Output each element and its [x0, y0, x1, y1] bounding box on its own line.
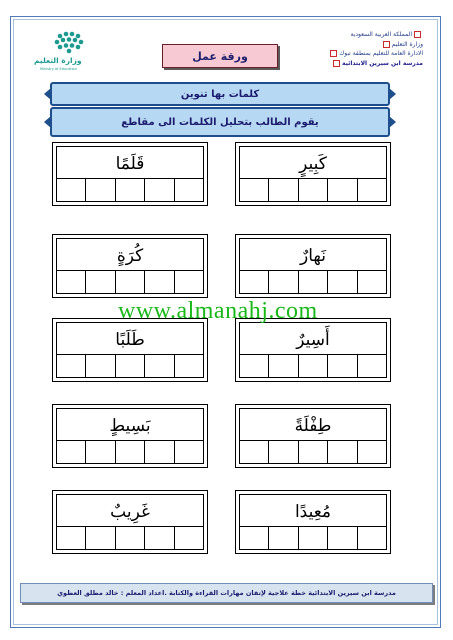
- word-card: [52, 490, 208, 554]
- syllable-cell[interactable]: [115, 355, 144, 377]
- word-text: أَسِيرٌ: [296, 330, 330, 350]
- syllable-cell[interactable]: [298, 527, 327, 549]
- bullet-square-icon: [383, 41, 390, 48]
- syllable-cell[interactable]: [57, 179, 85, 201]
- syllable-cell[interactable]: [327, 179, 356, 201]
- syllable-cell[interactable]: [298, 271, 327, 293]
- syllable-cell[interactable]: [240, 271, 268, 293]
- word-card: [52, 142, 208, 206]
- word-text: طَلَبًا: [115, 330, 145, 350]
- syllable-cell[interactable]: [115, 441, 144, 463]
- syllable-cells: [57, 354, 203, 377]
- syllable-cells: [240, 354, 386, 377]
- word-card: [235, 318, 391, 382]
- syllable-cell[interactable]: [357, 271, 386, 293]
- syllable-cell[interactable]: [115, 527, 144, 549]
- school-info: [293, 30, 423, 68]
- syllable-cell[interactable]: [57, 355, 85, 377]
- syllable-cell[interactable]: [174, 271, 203, 293]
- lesson-title-banner: كلمات بها تنوين: [50, 82, 390, 106]
- bullet-square-icon: [414, 31, 421, 38]
- syllable-cell[interactable]: [144, 527, 173, 549]
- syllable-cells: [240, 440, 386, 463]
- administration-line: الادارة العامة للتعليم بمنطقة تبوك: [293, 49, 423, 59]
- word-text: غَرِيبٌ: [110, 502, 150, 522]
- word-text: كُرَةٍ: [116, 246, 144, 266]
- syllable-cell[interactable]: [144, 179, 173, 201]
- word-text: كَبِيرٍ: [299, 154, 327, 174]
- syllable-cell[interactable]: [144, 441, 173, 463]
- syllable-cell[interactable]: [85, 441, 114, 463]
- syllable-cell[interactable]: [357, 441, 386, 463]
- syllable-cell[interactable]: [240, 355, 268, 377]
- syllable-cell[interactable]: [85, 527, 114, 549]
- syllable-cell[interactable]: [327, 271, 356, 293]
- syllable-cell[interactable]: [357, 527, 386, 549]
- syllable-cell[interactable]: [357, 355, 386, 377]
- word-text: قَلَمًا: [115, 154, 145, 174]
- country-line: المملكة العربية السعودية: [293, 30, 423, 40]
- word-text: بَسِيطٍ: [109, 416, 151, 436]
- footer-banner: مدرسة ابن سيرين الابتدائية خطة علاجية لإتقان مهارات القراءة والكتابة .اعداد المعلم : خالد مطلق العطوي: [20, 583, 433, 603]
- syllable-cell[interactable]: [174, 355, 203, 377]
- ministry-line: وزارة التعليم: [293, 40, 423, 50]
- syllable-cell[interactable]: [240, 179, 268, 201]
- worksheet-title: ورقة عمل: [162, 44, 278, 68]
- word-text: طِفْلَةً: [294, 416, 332, 436]
- syllable-cell[interactable]: [144, 271, 173, 293]
- syllable-cell[interactable]: [268, 527, 297, 549]
- syllable-cells: [240, 270, 386, 293]
- syllable-cell[interactable]: [240, 527, 268, 549]
- syllable-cell[interactable]: [115, 271, 144, 293]
- ministry-logo-subtext: Ministry of Education: [40, 67, 77, 71]
- syllable-cell[interactable]: [85, 179, 114, 201]
- syllable-cell[interactable]: [144, 355, 173, 377]
- syllable-cell[interactable]: [268, 179, 297, 201]
- ministry-logo-text: وزارة التعليم: [34, 56, 82, 65]
- bullet-square-icon: [330, 50, 337, 57]
- word-card: [52, 318, 208, 382]
- syllable-cells: [240, 526, 386, 549]
- syllable-cell[interactable]: [240, 441, 268, 463]
- word-card: [235, 404, 391, 468]
- syllable-cell[interactable]: [115, 179, 144, 201]
- syllable-cell[interactable]: [85, 271, 114, 293]
- syllable-cell[interactable]: [85, 355, 114, 377]
- word-text: نَهارٌ: [300, 246, 326, 266]
- word-text: مُعِيدًا: [294, 502, 332, 522]
- syllable-cells: [57, 270, 203, 293]
- syllable-cell[interactable]: [327, 355, 356, 377]
- word-card: [52, 234, 208, 298]
- syllable-cell[interactable]: [57, 271, 85, 293]
- word-card: [52, 404, 208, 468]
- syllable-cell[interactable]: [268, 441, 297, 463]
- syllable-cells: [57, 178, 203, 201]
- syllable-cell[interactable]: [174, 527, 203, 549]
- syllable-cells: [240, 178, 386, 201]
- syllable-cell[interactable]: [268, 355, 297, 377]
- syllable-cell[interactable]: [57, 527, 85, 549]
- syllable-cell[interactable]: [298, 355, 327, 377]
- school-name-line: مدرسة ابن سيرين الابتدائية: [293, 59, 423, 69]
- syllable-cell[interactable]: [327, 441, 356, 463]
- word-card: [235, 234, 391, 298]
- syllable-cell[interactable]: [174, 441, 203, 463]
- syllable-cell[interactable]: [327, 527, 356, 549]
- syllable-cells: [57, 440, 203, 463]
- syllable-cell[interactable]: [298, 179, 327, 201]
- instruction-banner: يقوم الطالب بتحليل الكلمات الى مقاطع: [50, 107, 390, 137]
- word-card: [235, 490, 391, 554]
- syllable-cell[interactable]: [298, 441, 327, 463]
- syllable-cell[interactable]: [268, 271, 297, 293]
- syllable-cell[interactable]: [174, 179, 203, 201]
- syllable-cells: [57, 526, 203, 549]
- word-card: [235, 142, 391, 206]
- watermark: www.almanahj.com: [118, 298, 318, 324]
- bullet-square-icon: [333, 60, 340, 67]
- syllable-cell[interactable]: [357, 179, 386, 201]
- syllable-cell[interactable]: [57, 441, 85, 463]
